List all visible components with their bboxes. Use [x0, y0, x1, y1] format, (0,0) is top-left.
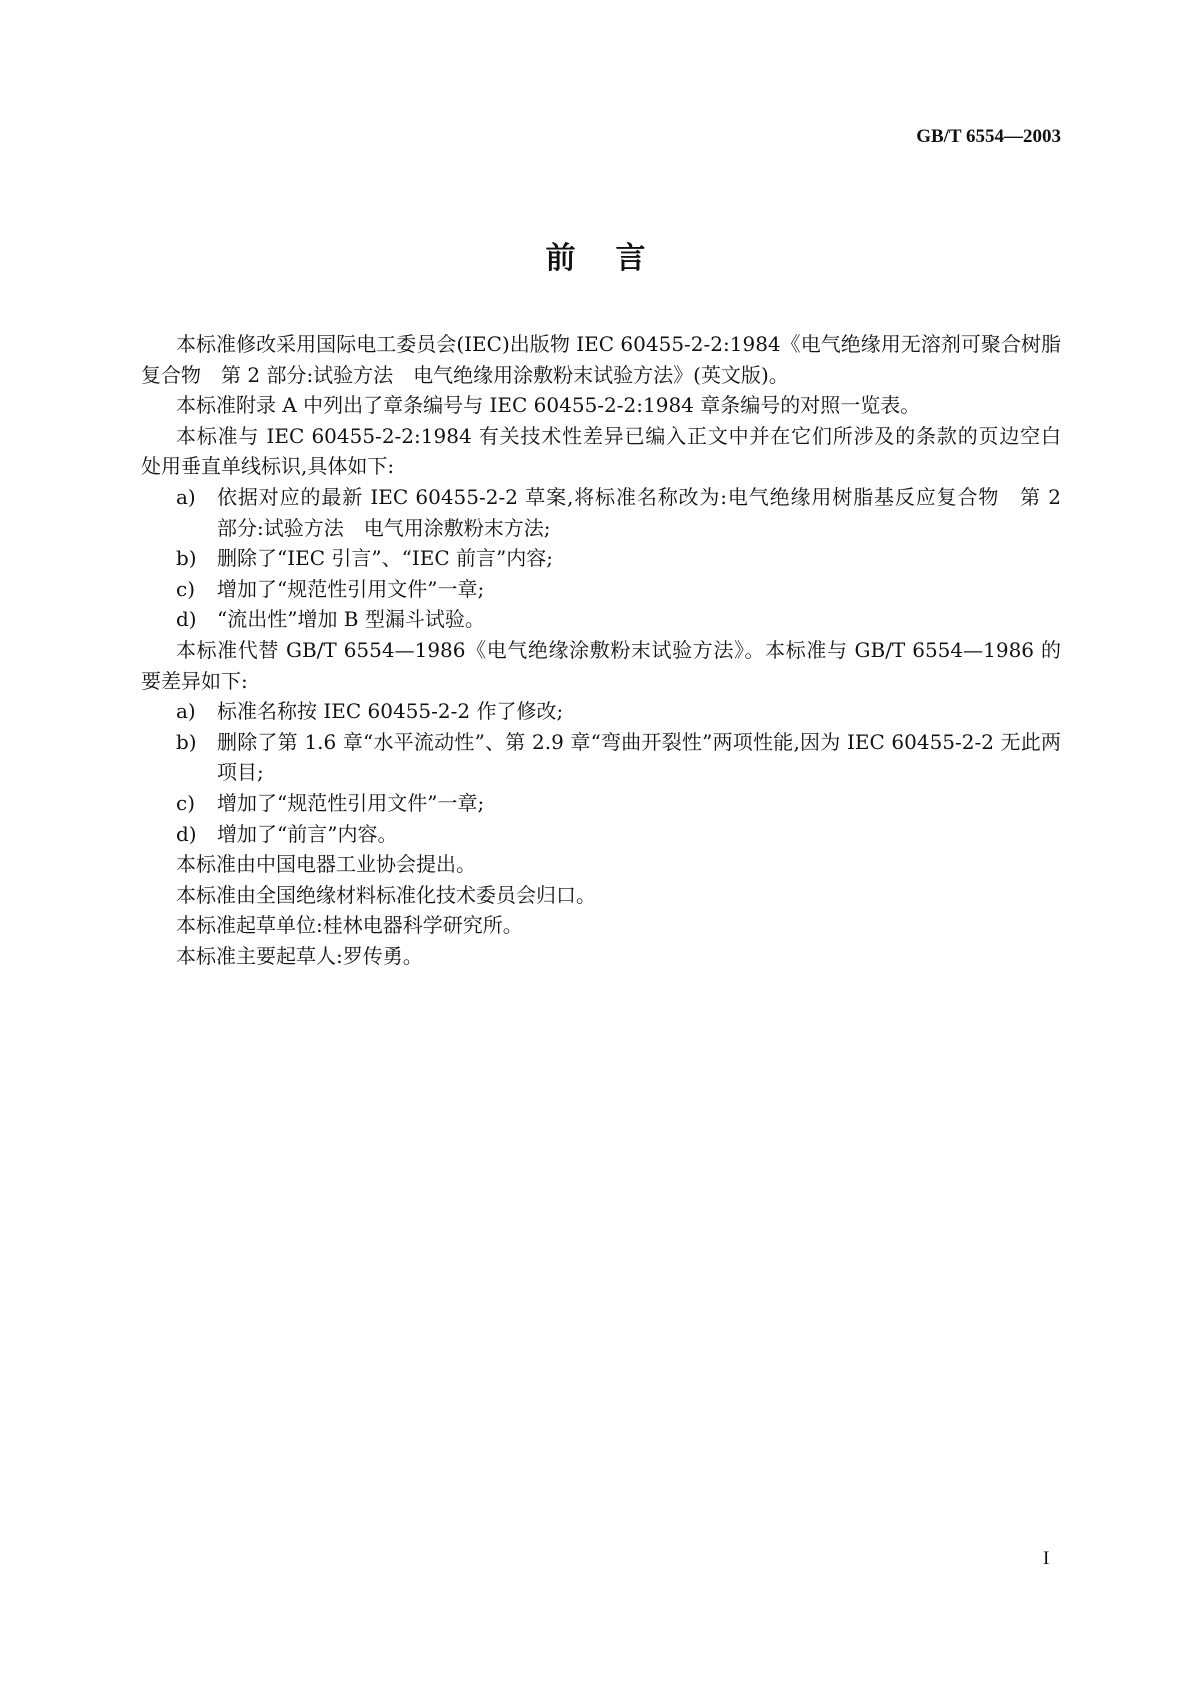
list-text: 增加了“规范性引用文件”一章; — [217, 576, 485, 601]
paragraph-line: 本标准由全国绝缘材料标准化技术委员会归口。 — [176, 882, 596, 907]
paragraph-line: 本标准附录 A 中列出了章条编号与 IEC 60455-2-2:1984 章条编号的对照一览表。 — [176, 393, 921, 418]
page-number: I — [1043, 1548, 1050, 1569]
list-item — [141, 543, 1061, 574]
foreword-body — [141, 329, 1061, 971]
list-label: a) — [176, 484, 196, 509]
paragraph-line: 本标准修改采用国际电工委员会(IEC)出版物 IEC 60455-2-2:1984《电气绝缘用无溶剂可聚合树脂 — [176, 332, 1061, 356]
list-label: c) — [176, 576, 196, 601]
list-text: 删除了第 1.6 章“水平流动性”、第 2.9 章“弯曲开裂性”两项性能,因为 IEC 60455-2-2 无此两 — [217, 729, 1061, 754]
list-text: “流出性”增加 B 型漏斗试验。 — [217, 607, 485, 632]
paragraph-line: 本标准主要起草人:罗传勇。 — [176, 943, 423, 968]
page-title: 前言 — [545, 241, 686, 276]
list-label: d) — [176, 607, 197, 632]
standard-number: GB/T 6554—2003 — [916, 126, 1061, 147]
list-label: b) — [176, 546, 197, 571]
list-label: a) — [176, 699, 196, 724]
list-item-continuation: 部分:试验方法 电气用涂敷粉末方法; — [217, 515, 551, 540]
paragraph-line: 复合物 第 2 部分:试验方法 电气绝缘用涂敷粉末试验方法》(英文版)。 — [141, 362, 789, 387]
paragraph-line: 本标准起草单位:桂林电器科学研究所。 — [176, 913, 523, 938]
paragraph-line: 本标准与 IEC 60455-2-2:1984 有关技术性差异已编入正文中并在它们所涉及的条款的页边空白 — [176, 423, 1061, 448]
list-item — [141, 819, 1061, 850]
list-item — [141, 727, 1061, 758]
list-text: 增加了“前言”内容。 — [217, 821, 398, 846]
list-label: d) — [176, 821, 197, 846]
list-item — [141, 482, 1061, 513]
list-text: 增加了“规范性引用文件”一章; — [217, 790, 485, 815]
list-item — [141, 788, 1061, 819]
list-label: b) — [176, 729, 197, 754]
paragraph-line: 处用垂直单线标识,具体如下: — [141, 454, 395, 479]
paragraph-line: 本标准代替 GB/T 6554—1986《电气绝缘涂敷粉末试验方法》。本标准与 GB/T 6554—1986 的 — [176, 637, 1061, 662]
list-text: 删除了“IEC 引言”、“IEC 前言”内容; — [217, 546, 553, 571]
paragraph-line: 要差异如下: — [141, 668, 248, 693]
list-item-continuation: 项目; — [217, 760, 264, 785]
list-item — [141, 696, 1061, 727]
list-text: 标准名称按 IEC 60455-2-2 作了修改; — [217, 699, 564, 724]
list-item — [141, 604, 1061, 635]
list-label: c) — [176, 790, 196, 815]
list-text: 依据对应的最新 IEC 60455-2-2 草案,将标准名称改为:电气绝缘用树脂基反应复合物 第 2 — [217, 484, 1061, 509]
paragraph-line: 本标准由中国电器工业协会提出。 — [176, 852, 476, 877]
list-item — [141, 574, 1061, 605]
